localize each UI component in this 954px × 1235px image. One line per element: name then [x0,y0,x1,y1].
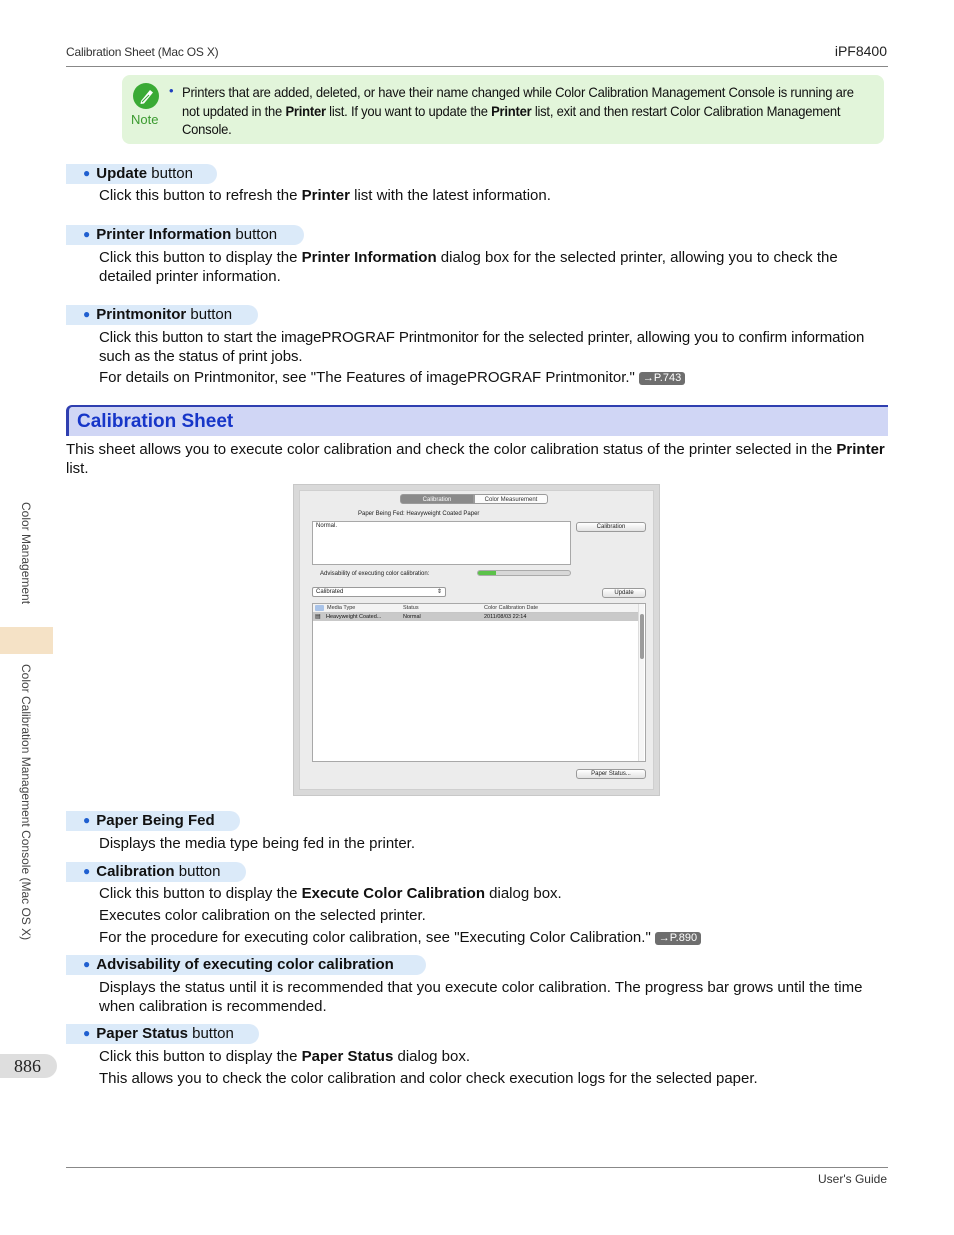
bullet-icon: ● [83,227,91,241]
row-media-type: Heavyweight Coated... [326,614,382,620]
calibration-sheet-screenshot [293,484,660,796]
bullet-icon: ● [83,957,91,971]
paper-status-button[interactable]: Paper Status... [576,769,646,779]
item-heading-paper-being-fed: ● Paper Being Fed [66,811,240,831]
footer-rule [66,1167,888,1168]
calibration-button[interactable]: Calibration [576,522,646,532]
tab-calibration[interactable]: Calibration [400,494,474,504]
calibration-line-3: For the procedure for executing color calibration, see "Executing Color Calibration." →P.890 [99,928,889,947]
column-selector-icon [315,605,324,611]
update-button[interactable]: Update [602,588,646,598]
advisability-progress-fill [478,571,496,575]
advisability-label: Advisability of executing color calibration: [320,571,430,577]
page-ref-link[interactable]: →P.743 [639,372,685,385]
header-rule [66,66,888,67]
paper-status-description: Click this button to display the Paper Status dialog box. [99,1048,471,1065]
advisability-progress-bar [477,570,571,576]
calibration-description: Click this button to display the Execute Color Calibration dialog box. [99,885,562,902]
section-title: Calibration Sheet [77,411,234,432]
item-heading-calibration: ● Calibration button [66,862,246,882]
bullet-icon: ● [83,307,91,321]
select-arrows-icon: ⇕ [436,589,442,595]
update-description: Click this button to refresh the Printer list with the latest information. [99,187,551,204]
bullet-icon: ● [83,1026,91,1040]
section-intro: This sheet allows you to execute color calibration and check the color calibration status of the printer selected in the Printer list. [66,441,885,477]
paper-status-line-2: This allows you to check the color calibration and color check execution logs for the selected paper. [99,1070,758,1087]
item-heading-advisability: ● Advisability of executing color calibration [66,955,426,975]
item-heading-printer-information: ● Printer Information button [66,225,304,245]
row-status: Normal [403,614,421,620]
paper-being-fed-label: Paper Being Fed: Heavyweight Coated Paper [358,511,480,517]
note-label: Note [131,112,159,127]
printmonitor-description: Click this button to start the imagePROGRAF Printmonitor for the selected printer, allowing you to confirm information such as the status of print jobs. [99,329,865,365]
table-row[interactable] [313,613,639,621]
item-heading-printmonitor: ● Printmonitor button [66,305,258,325]
running-header-model: iPF8400 [834,43,887,59]
calibration-line-2: Executes color calibration on the selected printer. [99,907,426,924]
scrollbar-thumb[interactable] [640,614,644,659]
bullet-icon: ● [83,813,91,827]
printmonitor-details: For details on Printmonitor, see "The Features of imagePROGRAF Printmonitor." →P.743 [99,368,889,387]
item-heading-paper-status: ● Paper Status button [66,1024,259,1044]
bullet-icon: ● [83,166,91,180]
section-heading [66,405,888,436]
note-pencil-icon [133,83,159,109]
paper-being-fed-description: Displays the media type being fed in the printer. [99,835,416,852]
column-status[interactable]: Status [403,605,419,611]
note-box [122,75,884,144]
table-header [313,604,639,613]
running-header-title: Calibration Sheet (Mac OS X) [66,45,219,59]
calibration-filter-select[interactable]: Calibrated ⇕ [312,587,446,597]
sidebar-section-label: Color Calibration Management Console (Mac OS X) [19,664,33,941]
page-number: 886 [0,1054,57,1078]
page-ref-link[interactable]: →P.890 [655,932,701,945]
row-date: 2011/08/03 22:14 [484,614,527,620]
column-calibration-date[interactable]: Color Calibration Date [484,605,539,611]
note-text: Printers that are added, deleted, or have their name changed while Color Calibration Management Console is running are not updated in the Printer list. If you want to update the Printer list, exit and then restart Color Calibration Management Console. [182,84,854,137]
sidebar-tab-marker [0,627,53,654]
status-text-box [312,521,571,565]
printer-media-icon: ▤ [315,614,321,620]
note-bullet: • [169,83,174,98]
calibration-sheet-panel [299,490,654,790]
paper-table [312,603,646,762]
tab-color-measurement[interactable]: Color Measurement [474,494,548,504]
sidebar-chapter-label: Color Management [19,502,33,605]
column-media-type[interactable]: Media Type [327,605,356,611]
advisability-description: Displays the status until it is recommended that you execute color calibration. The progress bar grows until the time when calibration is recommended. [99,979,863,1015]
table-scrollbar[interactable] [638,604,644,761]
bullet-icon: ● [83,864,91,878]
item-heading-update: ● Update button [66,164,217,184]
footer-guide-label: User's Guide [818,1172,887,1186]
printer-information-description: Click this button to display the Printer Information dialog box for the selected printer, allowing you to check the detailed printer information. [99,249,838,285]
status-text: Normal. [316,523,338,529]
